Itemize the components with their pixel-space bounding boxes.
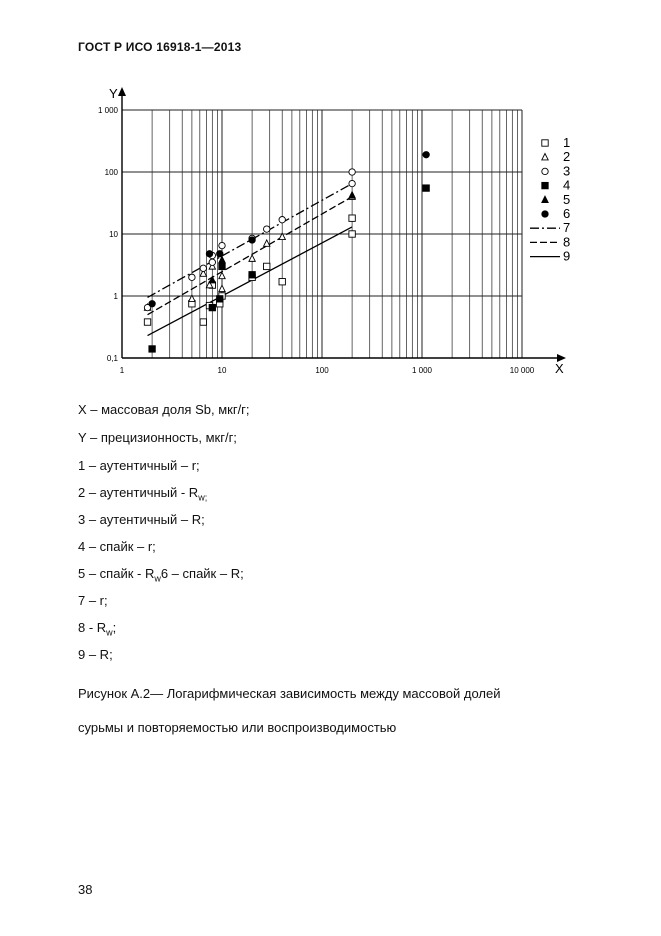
x-tick-label: 10 bbox=[217, 366, 227, 375]
data-point-series-4 bbox=[209, 304, 215, 310]
legend-symbol-3 bbox=[542, 168, 548, 174]
data-point-series-4 bbox=[149, 346, 155, 352]
data-point-series-3 bbox=[349, 180, 355, 186]
legend-label-6: 6 bbox=[563, 206, 571, 221]
data-point-series-2 bbox=[219, 285, 225, 291]
y-tick-label: 0,1 bbox=[106, 354, 118, 363]
axis-y-description: Y – прецизионность, мкг/г; bbox=[78, 430, 237, 445]
data-point-series-3 bbox=[189, 274, 195, 280]
legend-line-5-6: 5 – спайк - $R_w6$ – спайк – R; bbox=[78, 566, 244, 584]
legend-line-4: 4 – спайк – r; bbox=[78, 539, 156, 554]
log-log-chart bbox=[0, 0, 661, 400]
x-tick-label: 1 000 bbox=[411, 366, 433, 375]
legend-label-9: 9 bbox=[563, 248, 571, 264]
data-point-series-3 bbox=[264, 226, 270, 232]
x-tick-label: 10 000 bbox=[509, 366, 535, 375]
data-point-series-1 bbox=[200, 319, 206, 325]
fit-line-9 bbox=[148, 227, 353, 336]
data-point-series-6 bbox=[206, 251, 212, 257]
legend-line-2: 2 – аутентичный - $R_{w;}$ bbox=[78, 485, 208, 503]
data-point-series-4 bbox=[249, 272, 255, 278]
legend-line-1: 1 – аутентичный – r; bbox=[78, 458, 200, 473]
data-point-series-3 bbox=[279, 217, 285, 223]
legend-label-2: 2 bbox=[563, 149, 571, 165]
legend-symbol-4 bbox=[542, 182, 548, 188]
legend-line-3: 3 – аутентичный – R; bbox=[78, 512, 205, 527]
legend-line-7: 7 – r; bbox=[78, 593, 108, 608]
y-tick-label: 10 bbox=[109, 230, 118, 239]
data-point-series-1 bbox=[279, 279, 285, 285]
data-point-series-1 bbox=[349, 231, 355, 237]
data-point-series-6 bbox=[249, 237, 255, 243]
page-number: 38 bbox=[78, 882, 93, 897]
legend-symbol-5 bbox=[542, 196, 548, 202]
legend-label-8: 8 bbox=[563, 234, 571, 250]
data-point-series-1 bbox=[349, 215, 355, 221]
axis-x-description: X – массовая доля Sb, мкг/г; bbox=[78, 402, 250, 417]
data-point-series-2 bbox=[249, 255, 255, 261]
figure-caption-line-1: Рисунок А.2— Логарифмическая зависимость между массовой долей bbox=[78, 686, 501, 701]
data-point-series-3 bbox=[219, 242, 225, 248]
data-point-series-4 bbox=[423, 185, 429, 191]
x-tick-label: 100 bbox=[315, 366, 329, 375]
y-tick-label: 100 bbox=[104, 168, 118, 177]
legend-label-7: 7 bbox=[563, 220, 571, 236]
data-point-series-5 bbox=[349, 192, 355, 198]
data-point-series-5 bbox=[209, 276, 215, 282]
legend-symbol-1 bbox=[542, 140, 548, 146]
legend-line-8: $8 - R_w$; bbox=[78, 620, 117, 638]
data-point-series-3 bbox=[200, 265, 206, 271]
y-axis-label: Y bbox=[109, 86, 118, 101]
legend-label-3: 3 bbox=[563, 163, 571, 179]
data-point-series-6 bbox=[149, 301, 155, 307]
data-point-series-3 bbox=[349, 169, 355, 175]
legend-label-1: 1 bbox=[563, 135, 571, 150]
data-point-series-4 bbox=[219, 263, 225, 269]
x-axis-label: X bbox=[555, 361, 564, 376]
document-header: ГОСТ Р ИСО 16918-1—2013 bbox=[78, 40, 242, 54]
fit-line-8 bbox=[148, 197, 353, 315]
legend-symbol-6 bbox=[542, 211, 548, 217]
legend-label-5: 5 bbox=[563, 191, 571, 207]
legend-label-4: 4 bbox=[563, 177, 571, 193]
data-point-series-3 bbox=[209, 259, 215, 265]
figure-caption-line-2: сурьмы и повторяемостью или воспроизводимостью bbox=[78, 720, 397, 735]
data-point-series-2 bbox=[264, 240, 270, 246]
x-tick-label: 1 bbox=[119, 366, 125, 375]
data-point-series-6 bbox=[217, 251, 223, 257]
legend-symbol-2 bbox=[542, 154, 548, 160]
legend-line-9: 9 – R; bbox=[78, 647, 113, 662]
data-point-series-4 bbox=[217, 296, 223, 302]
y-axis-arrow-icon bbox=[118, 87, 126, 96]
data-point-series-1 bbox=[144, 319, 150, 325]
data-point-series-6 bbox=[423, 152, 429, 158]
y-tick-label: 1 000 bbox=[97, 106, 118, 115]
data-point-series-1 bbox=[264, 263, 270, 269]
y-tick-label: 1 bbox=[113, 292, 118, 301]
